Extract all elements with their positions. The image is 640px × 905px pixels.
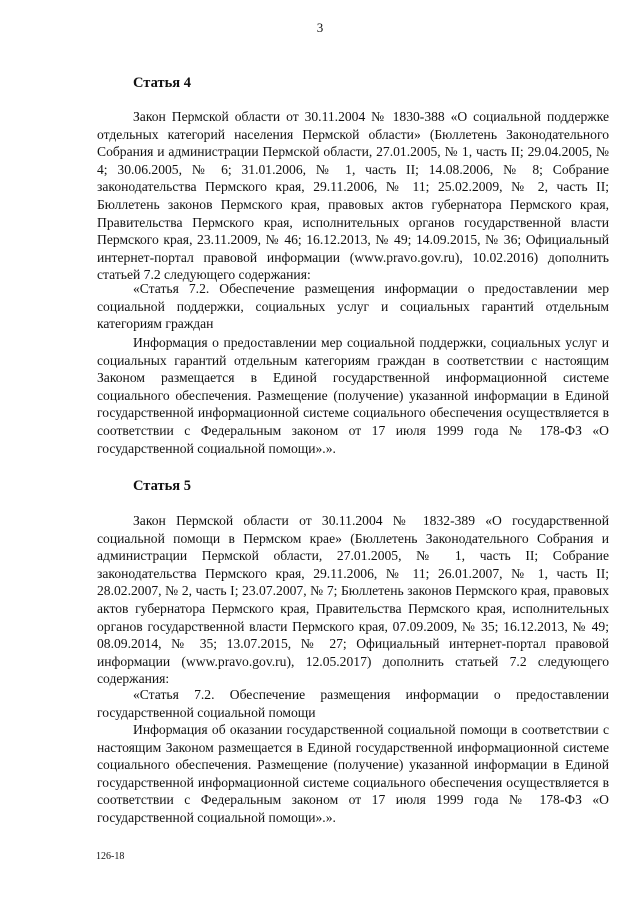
- article-4-intro: Закон Пермской области от 30.11.2004 № 1830-388 «О социальной поддержке отдельных категорий населения Пермской области» (Бюллетень Законодательного Собрания и администрации Пермской области, 27.01.2005, № 1, часть II; 29.04.2005, № 4; 30.06.2005, № 6; 31.01.2006, № 1, часть II; 14.08.2006, № 8; Собрание законодательства Пермского края, 29.11.2006, № 11; 25.02.2009, № 2, часть II; Бюллетень законов Пермского края, правовых актов губернатора Пермского края, Правительства Пермского края, исполнительных органов государственной власти Пермского края, 23.11.2009, № 46; 16.12.2013, № 49; 14.09.2015, № 36; Официальный интернет-портал правовой информации (www.pravo.gov.ru), 10.02.2016) дополнить статьей 7.2 следующего содержания:: [97, 109, 609, 283]
- article-5-quote-title: «Статья 7.2. Обеспечение размещения информации о предоставлении государственной социальной помощи: [97, 687, 609, 720]
- article-4-heading: Статья 4: [133, 75, 191, 91]
- article-5-heading: Статья 5: [133, 478, 191, 494]
- article-4-quote-title: «Статья 7.2. Обеспечение размещения информации о предоставлении мер социальной поддержки, социальных услуг и социальных гарантий отдельным категориям граждан: [97, 281, 609, 332]
- document-code-footer: 126-18: [96, 851, 125, 862]
- article-5-quote-body: Информация об оказании государственной социальной помощи в соответствии с настоящим Законом размещается в Единой государственной информационной системе социального обеспечения. Размещение (получение) указанной информации в Единой государственной информационной системе социального обеспечения осуществляется в соответствии с Федеральным законом от 17 июля 1999 года № 178-ФЗ «О государственной социальной помощи».».: [97, 722, 609, 825]
- article-5-intro: Закон Пермской области от 30.11.2004 № 1832-389 «О государственной социальной помощи в Пермском крае» (Бюллетень Законодательного Собрания и администрации Пермской области, 27.01.2005, № 1, часть II; Собрание законодательства Пермского края, 29.11.2006, № 11; 26.01.2007, № 1, часть II; 28.02.2007, № 2, часть I; 23.07.2007, № 7; Бюллетень законов Пермского края, правовых актов губернатора Пермского края, Правительства Пермского края, исполнительных органов государственной власти Пермского края, 07.09.2009, № 35; 16.12.2013, № 49; 08.09.2014, № 35; 13.07.2015, № 27; Официальный интернет-портал правовой информации (www.pravo.gov.ru), 12.05.2017) дополнить статьей 7.2 следующего содержания:: [97, 513, 609, 687]
- article-4-quote-body: Информация о предоставлении мер социальной поддержки, социальных услуг и социальных гарантий отдельным категориям граждан в соответствии с настоящим Законом размещается в Единой государственной информационной системе социального обеспечения. Размещение (получение) указанной информации в Единой государственной информационной системе социального обеспечения осуществляется в соответствии с Федеральным законом от 17 июля 1999 года № 178-ФЗ «О государственной социальной помощи».».: [97, 335, 609, 456]
- page-number: 3: [316, 20, 324, 35]
